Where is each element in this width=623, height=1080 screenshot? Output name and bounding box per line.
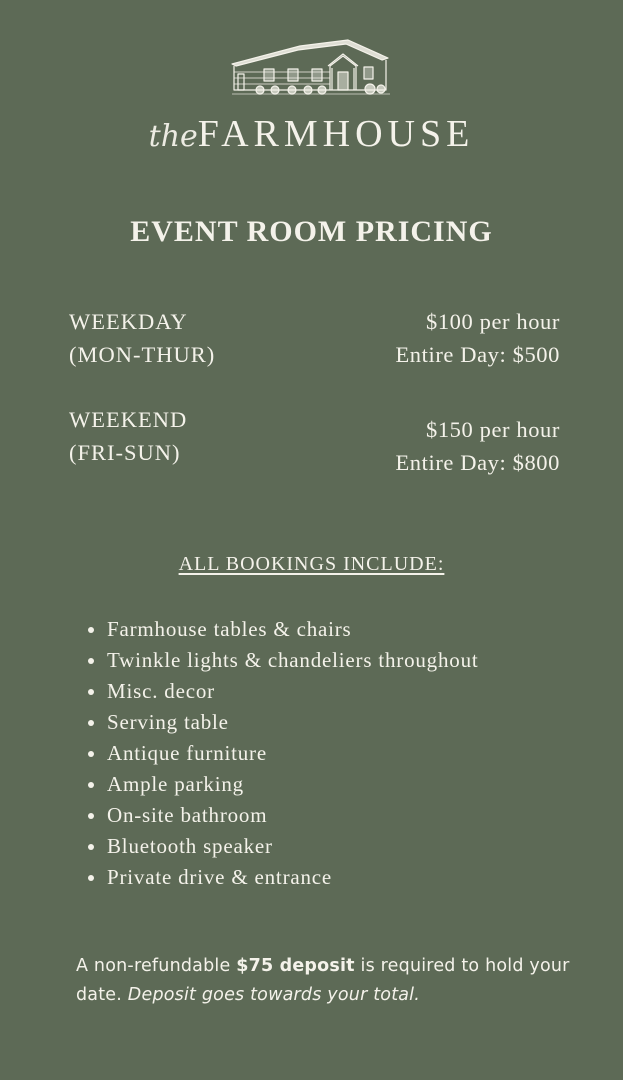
list-item: Antique furniture — [88, 738, 479, 769]
list-item: On-site bathroom — [88, 800, 479, 831]
deposit-note — [76, 952, 576, 1010]
note-deposit-total: Deposit goes towards your total. — [127, 985, 420, 1005]
includes-heading: ALL BOOKINGS INCLUDE: — [178, 553, 445, 575]
weekday-label-line1: WEEKDAY — [69, 309, 188, 334]
note-middle: is required to hold your date. — [76, 956, 570, 1005]
list-item: Serving table — [88, 707, 479, 738]
weekend-hourly-price: $150 per hour — [425, 417, 560, 442]
brand-the: the — [148, 119, 198, 154]
list-item: Twinkle lights & chandeliers throughout — [88, 645, 479, 676]
weekday-label — [69, 305, 215, 371]
weekend-label-line2: (FRI-SUN) — [69, 440, 181, 465]
weekday-prices — [395, 305, 560, 371]
includes-list — [88, 614, 479, 893]
list-item: Ample parking — [88, 769, 479, 800]
weekday-hourly-price: $100 per hour — [425, 309, 560, 334]
farmhouse-building-icon — [230, 38, 392, 96]
weekday-day-price: Entire Day: $500 — [395, 342, 560, 367]
list-item: Private drive & entrance — [88, 862, 479, 893]
list-item: Farmhouse tables & chairs — [88, 614, 479, 645]
list-item: Misc. decor — [88, 676, 479, 707]
brand-name: FARMHOUSE — [197, 113, 475, 155]
brand-wordmark — [0, 112, 623, 156]
note-prefix: A non-refundable — [76, 956, 237, 976]
note-deposit-amount: $75 deposit — [236, 956, 355, 976]
weekend-day-price: Entire Day: $800 — [395, 450, 560, 475]
weekday-label-line2: (MON-THUR) — [69, 342, 216, 367]
weekend-label-line1: WEEKEND — [69, 407, 188, 432]
page-title: EVENT ROOM PRICING — [130, 215, 493, 248]
list-item: Bluetooth speaker — [88, 831, 479, 862]
weekend-prices — [395, 413, 560, 479]
weekend-label — [69, 403, 187, 469]
